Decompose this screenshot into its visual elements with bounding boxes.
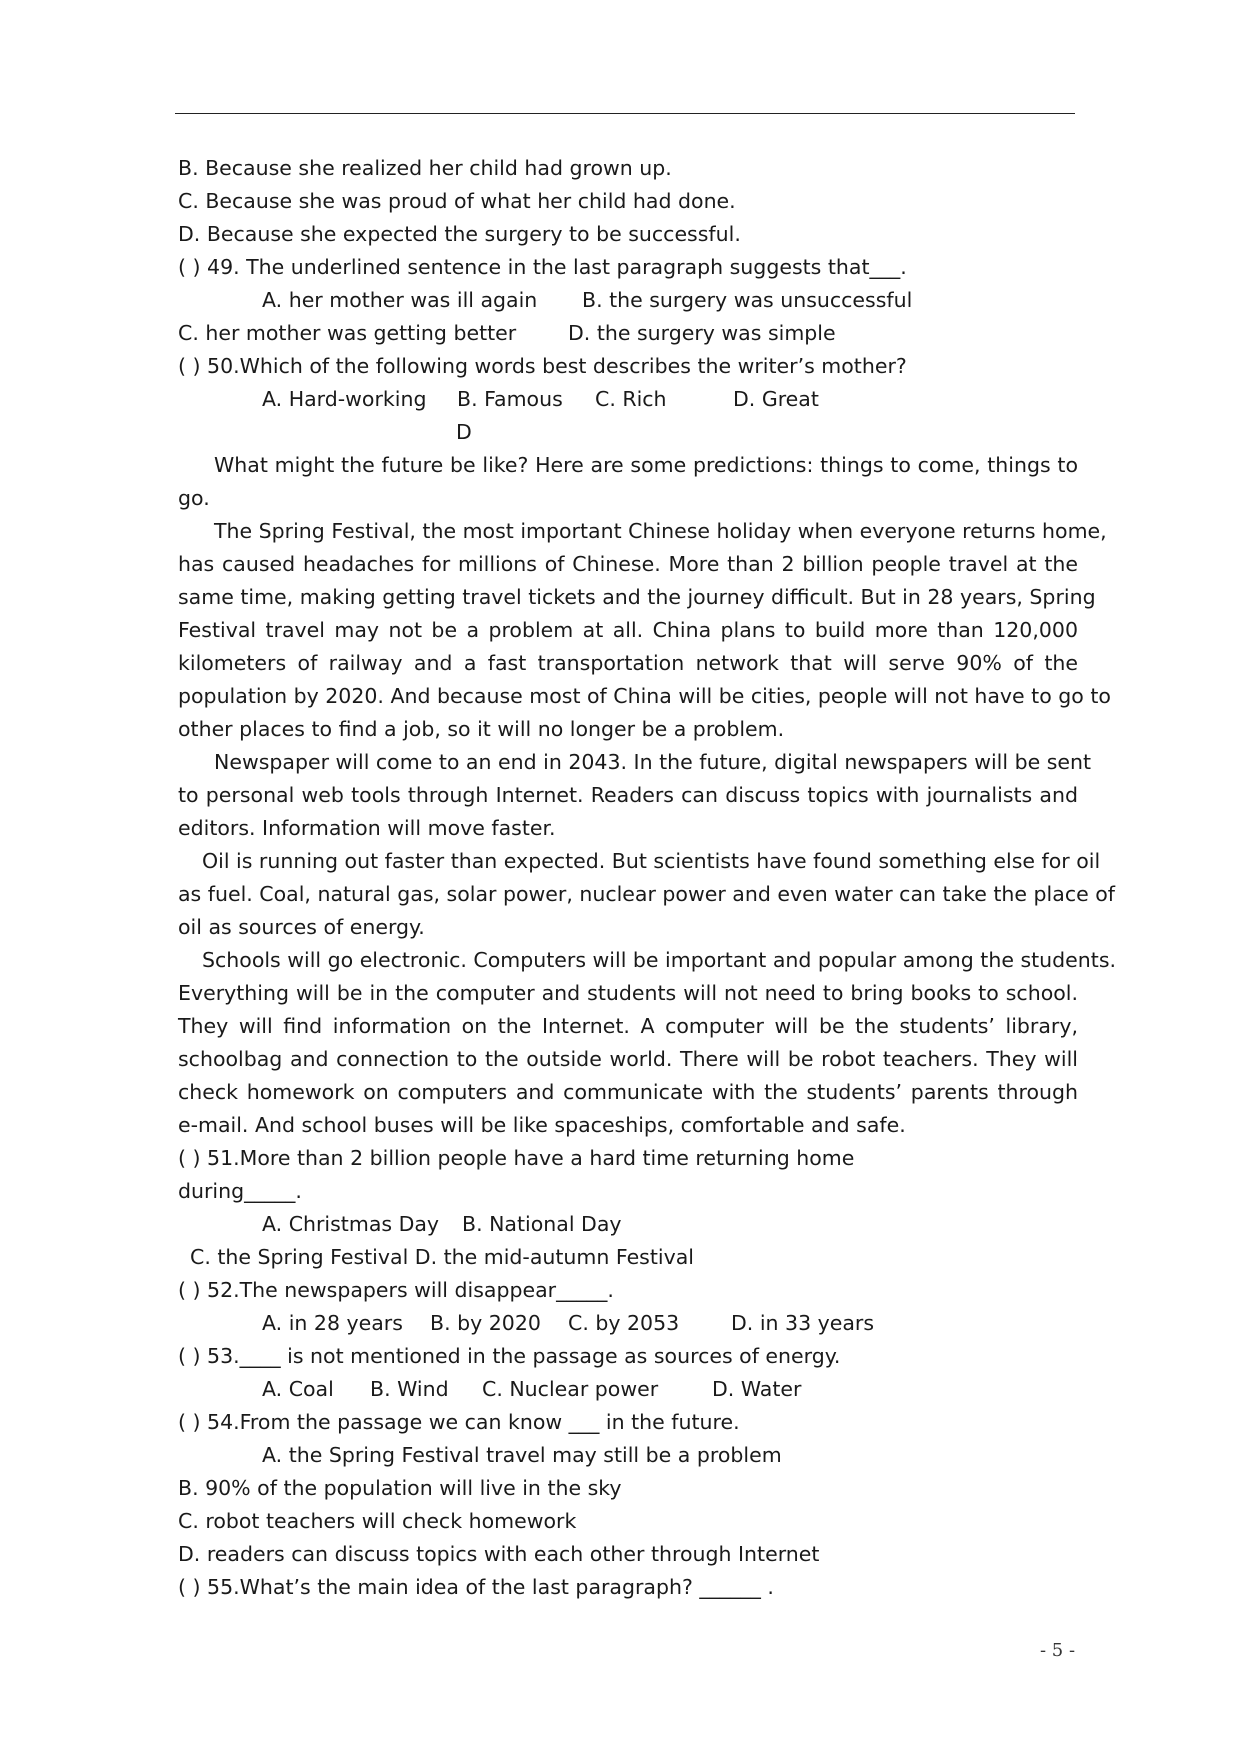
question-50: ( ) 50.Which of the following words best describes the writer’s mother? (178, 354, 907, 378)
paragraph-line: as fuel. Coal, natural gas, solar power, nuclear power and even water can take the place of (178, 882, 1115, 906)
option-d-54: D. readers can discuss topics with each other through Internet (178, 1542, 820, 1566)
paragraph-line: check homework on computers and communicate with the students’ parents through (178, 1080, 1078, 1104)
option-b-q48: B. Because she realized her child had grown up. (178, 156, 672, 180)
paragraph-line: Everything will be in the computer and students will not need to bring books to school. (178, 981, 1078, 1005)
option-d-q48: D. Because she expected the surgery to be successful. (178, 222, 741, 246)
question-52: ( ) 52.The newspapers will disappear_____. (178, 1278, 614, 1302)
option-b: B. by 2020 (430, 1311, 541, 1335)
question-51: ( ) 51.More than 2 billion people have a hard time returning home (178, 1146, 855, 1170)
option-b: B. Wind (370, 1377, 449, 1401)
paragraph-line: schoolbag and connection to the outside world. There will be robot teachers. They will (178, 1047, 1078, 1071)
page-text (178, 152, 1117, 1604)
option-b: B. Famous (457, 387, 563, 411)
question-49: ( ) 49. The underlined sentence in the last paragraph suggests that___. (178, 255, 907, 279)
paragraph-line: other places to find a job, so it will no longer be a problem. (178, 717, 785, 741)
paragraph-line: The Spring Festival, the most important Chinese holiday when everyone returns home, (214, 519, 1107, 543)
passage-d-heading: D (456, 420, 472, 444)
options-49-ab (178, 284, 1078, 317)
question-51-cont: during_____. (178, 1179, 302, 1203)
option-d: D. the surgery was simple (568, 321, 836, 345)
option-a: A. in 28 years (262, 1311, 403, 1335)
option-c: C. her mother was getting better (178, 321, 517, 345)
option-c: C. Rich (595, 387, 667, 411)
option-a: A. Hard-working (262, 387, 427, 411)
option-a-54: A. the Spring Festival travel may still be a problem (262, 1443, 782, 1467)
option-c: C. Nuclear power (482, 1377, 659, 1401)
paragraph-line: same time, making getting travel tickets and the journey difficult. But in 28 years, Spring (178, 585, 1096, 609)
option-c: C. by 2053 (568, 1311, 680, 1335)
options-52 (178, 1307, 1078, 1340)
options-50 (178, 383, 1078, 416)
options-53 (178, 1373, 1078, 1406)
paragraph-line: kilometers of railway and a fast transportation network that will serve 90% of the (178, 651, 1078, 675)
option-b-54: B. 90% of the population will live in the sky (178, 1476, 622, 1500)
question-53: ( ) 53.____ is not mentioned in the passage as sources of energy. (178, 1344, 841, 1368)
option-b: B. the surgery was unsuccessful (582, 288, 913, 312)
paragraph-line: e-mail. And school buses will be like spaceships, comfortable and safe. (178, 1113, 906, 1137)
question-54: ( ) 54.From the passage we can know ___ in the future. (178, 1410, 740, 1434)
option-a: A. Coal (262, 1377, 334, 1401)
paragraph-line: editors. Information will move faster. (178, 816, 556, 840)
paragraph-line: They will find information on the Internet. A computer will be the students’ library, (178, 1014, 1078, 1038)
paragraph-line: go. (178, 486, 210, 510)
paragraph-line: to personal web tools through Internet. Readers can discuss topics with journalists and (178, 783, 1078, 807)
option-c-54: C. robot teachers will check homework (178, 1509, 577, 1533)
paragraph-line: Newspaper will come to an end in 2043. In the future, digital newspapers will be sent (214, 750, 1092, 774)
question-55: ( ) 55.What’s the main idea of the last paragraph? ______ . (178, 1575, 774, 1599)
paragraph-line: Schools will go electronic. Computers will be important and popular among the students. (202, 948, 1117, 972)
page-number: - 5 - (1040, 1640, 1076, 1661)
paragraph-line: has caused headaches for millions of Chinese. More than 2 billion people travel at the (178, 552, 1078, 576)
option-d: D. Water (712, 1377, 802, 1401)
option-c-q48: C. Because she was proud of what her child had done. (178, 189, 736, 213)
options-49-cd (178, 317, 1078, 350)
paragraph-line: Festival travel may not be a problem at all. China plans to build more than 120,000 (178, 618, 1078, 642)
options-51-cd: C. the Spring Festival D. the mid-autumn Festival (190, 1245, 694, 1269)
option-a: A. her mother was ill again (262, 288, 538, 312)
paragraph-line: What might the future be like? Here are some predictions: things to come, things to (214, 453, 1078, 477)
option-d: D. in 33 years (731, 1311, 875, 1335)
options-51-ab (178, 1208, 1078, 1241)
option-d: D. Great (733, 387, 819, 411)
paragraph-line: oil as sources of energy. (178, 915, 425, 939)
option-a: A. Christmas Day (262, 1212, 440, 1236)
paragraph-line: Oil is running out faster than expected. But scientists have found something else for oil (202, 849, 1101, 873)
option-b: B. National Day (462, 1212, 622, 1236)
paragraph-line: population by 2020. And because most of China will be cities, people will not have to go to (178, 684, 1111, 708)
header-rule (175, 113, 1075, 114)
